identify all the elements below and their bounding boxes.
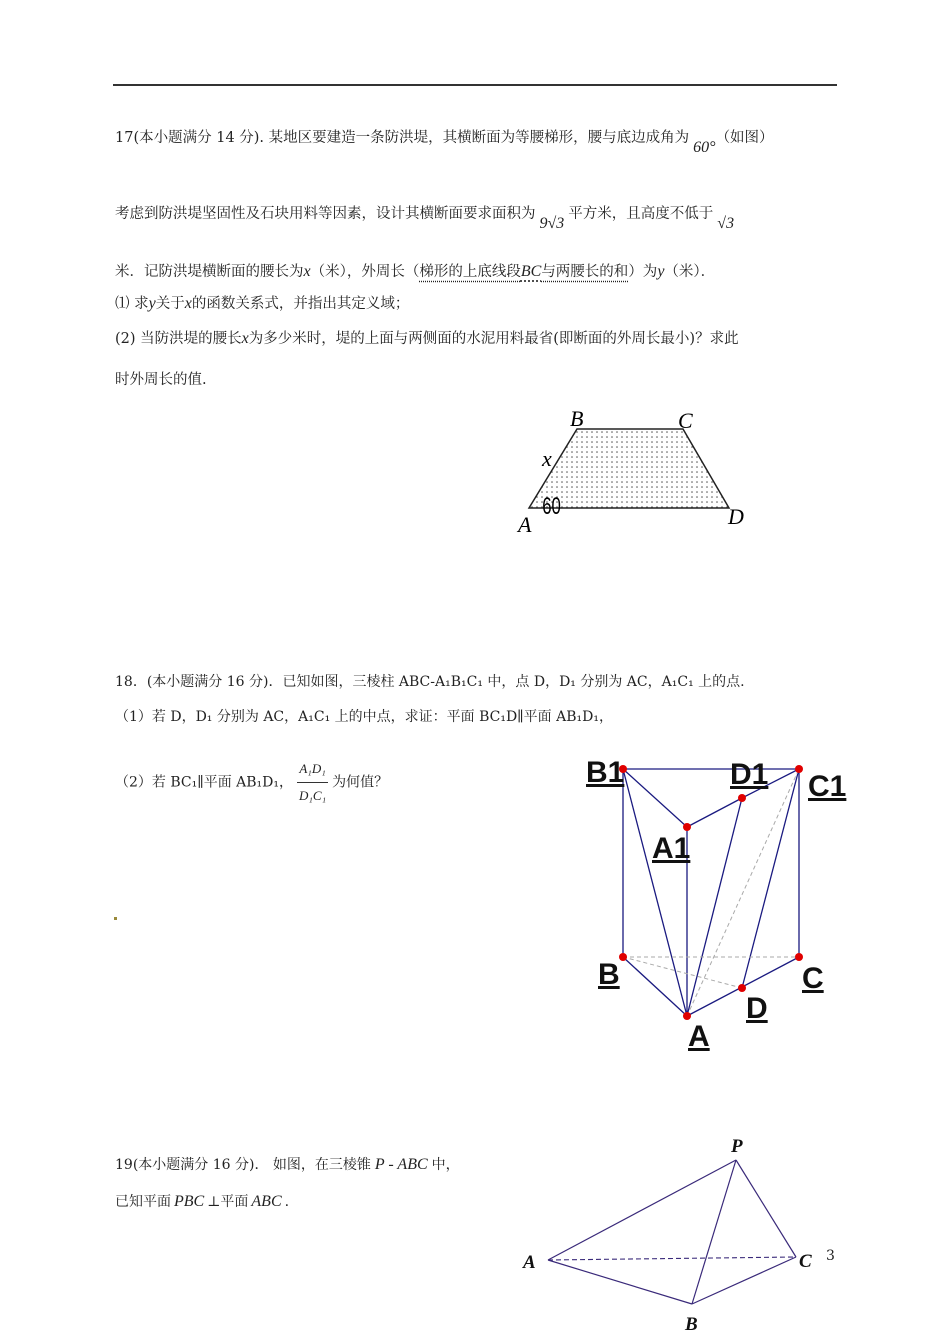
tetrahedron-figure bbox=[515, 1130, 835, 1344]
q18-part2: （2）若 BC₁∥平面 AB₁D₁， $\frac{\text{A₁D₁}}{\text{D₁C₁}}$ 为何值？ bbox=[115, 756, 388, 809]
label-A: A bbox=[518, 512, 532, 537]
ratio-fraction: $\frac{\text{A₁D₁}}{\text{D₁C₁}}$ bbox=[297, 756, 328, 809]
q17-part2-tail: 时外周长的值. bbox=[115, 372, 207, 388]
label-angle: 60 bbox=[542, 493, 561, 520]
stray-mark bbox=[114, 917, 117, 920]
q17-line1: 17(本小题满分 14 分). 某地区要建造一条防洪堤，其横断面为等腰梯形，腰与底边成角为60°（如图） bbox=[115, 130, 774, 156]
label-A1: A1 bbox=[652, 832, 691, 865]
header-rule bbox=[113, 84, 837, 86]
label-B1: B1 bbox=[586, 756, 625, 789]
label-x: x bbox=[542, 446, 552, 471]
q17-part1: ⑴ 求y关于x的函数关系式，并指出其定义域； bbox=[115, 295, 410, 312]
q17-line3: 米．记防洪堤横断面的腰长为x（米），外周长（梯形的上底线段BC与两腰长的和）为y（米）． bbox=[115, 263, 716, 280]
label-B-tetra: B bbox=[685, 1314, 698, 1335]
label-C-tetra: C bbox=[799, 1251, 812, 1272]
q18-part1: （1）若 D，D₁ 分别为 AC，A₁C₁ 上的中点，求证：平面 BC₁D∥平面 AB₁D₁， bbox=[115, 709, 613, 725]
label-B-prism: B bbox=[598, 958, 620, 991]
prism-figure bbox=[580, 750, 860, 1060]
label-D1: D1 bbox=[730, 758, 769, 791]
label-D: D bbox=[728, 504, 744, 529]
label-B: B bbox=[570, 406, 584, 431]
label-A-tetra: A bbox=[523, 1252, 536, 1273]
label-P: P bbox=[731, 1136, 743, 1157]
trapezoid-figure bbox=[510, 400, 770, 540]
q17-part2: (2) 当防洪堤的腰长x为多少米时，堤的上面与两侧面的水泥用料最省(即断面的外周长最小)？求此 bbox=[115, 330, 739, 347]
q18-line1: 18．(本小题满分 16 分)．已知如图，三棱柱 ABC-A₁B₁C₁ 中，点 D，D₁ 分别为 AC，A₁C₁ 上的点. bbox=[115, 674, 745, 690]
label-D-prism: D bbox=[746, 992, 768, 1025]
label-C: C bbox=[678, 408, 693, 433]
label-C1: C1 bbox=[808, 770, 847, 803]
label-A-prism: A bbox=[688, 1020, 710, 1053]
label-C-prism: C bbox=[802, 962, 824, 995]
q19-line2: 已知平面 PBC ⊥平面 ABC . bbox=[115, 1193, 290, 1210]
q19-line1: 19(本小题满分 16 分)． 如图，在三棱锥 P - ABC 中， bbox=[115, 1156, 460, 1173]
q17-line2: 考虑到防洪堤坚固性及石块用料等因素，设计其横断面要求面积为9√3平方米，且高度不低于√3 bbox=[115, 206, 735, 232]
page-number: 3 bbox=[826, 1248, 835, 1264]
